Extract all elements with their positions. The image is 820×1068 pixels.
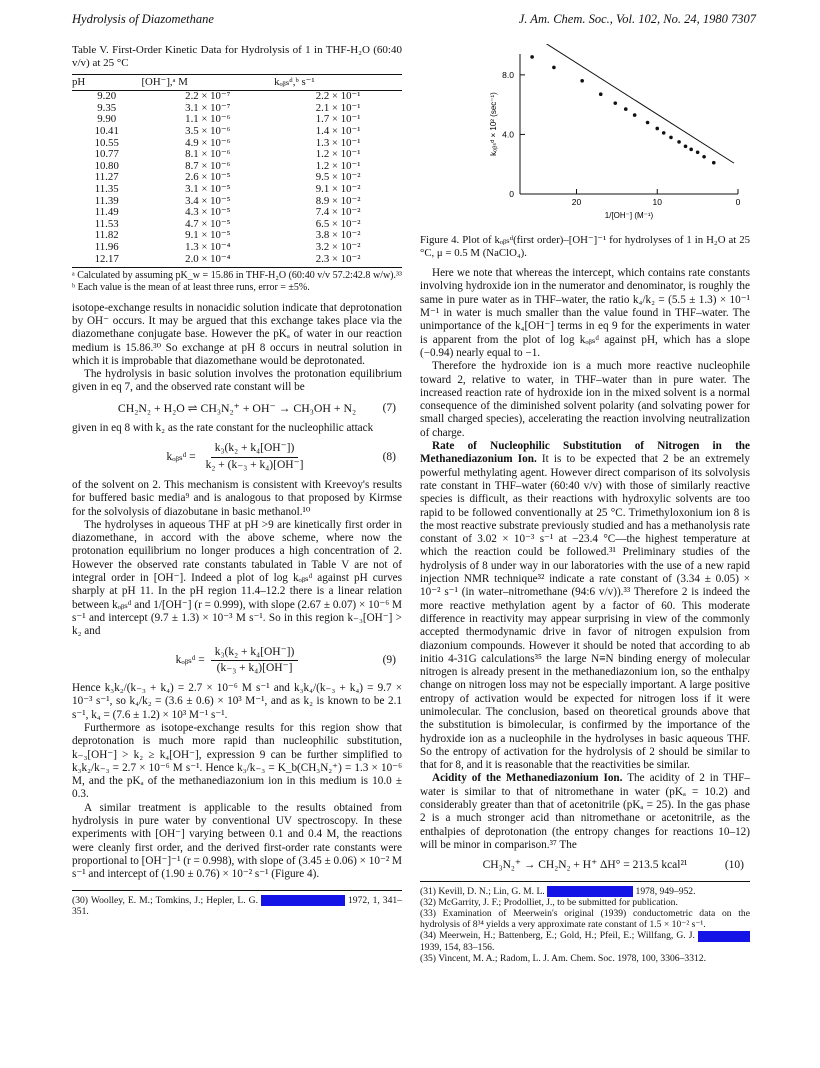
data-point bbox=[580, 79, 584, 83]
y-tick-label: 4.0 bbox=[502, 129, 514, 140]
equation-7 bbox=[72, 402, 402, 415]
data-point bbox=[669, 136, 673, 140]
equation-8 bbox=[72, 442, 402, 472]
table-cell: 1.4 × 10⁻¹ bbox=[315, 124, 361, 137]
footnote-33: (33) Examination of Meerwein's original (1939) conductometric data on the hydrolysis of 8³⁴ yields a very approximate rate constant of 1.5 × 10⁻² s⁻¹. bbox=[420, 908, 750, 931]
table-cell: 8.7 × 10⁻⁶ bbox=[185, 159, 231, 172]
table-row bbox=[72, 184, 402, 196]
numerator: k₃(k₂ + k₄[OH⁻]) bbox=[211, 646, 299, 661]
x-axis-label: 1/[OH⁻] (M⁻¹) bbox=[604, 211, 654, 220]
paragraph: Therefore the hydroxide ion is a much more reactive nucleophile toward 2, relative to water, in THF–water than in pure water. The increased reaction rate of hydroxide ion in the mixed solvent is a normal consequence of the diminished solvent polarity (and solvating power for small charged species), accelerating the reaction involving neutralization of charge. bbox=[420, 360, 750, 439]
table-cell: 11.49 bbox=[94, 206, 119, 219]
table-row bbox=[72, 126, 402, 138]
equation-number: (10) bbox=[724, 859, 744, 872]
data-point bbox=[696, 150, 700, 154]
figure-4-plot bbox=[420, 44, 750, 230]
paragraph: Here we note that whereas the intercept, which contains rate constants involving hydroxide ion in the numerator and denominator, is roughly the same in pure water as in THF–water, the ratio k₄/k₂ = (5.5 ± 1.3) × 10⁻¹ M⁻¹ in water is much smaller than the value found in THF–water. The unimportance of the k₄[OH⁻] terms in eq 9 for the experiments in water is apparent from the plot of log kₒᵦₛᵈ against pH, which has a slope (−0.94) nearly equal to −1. bbox=[420, 267, 750, 359]
table-cell: 1.7 × 10⁻¹ bbox=[315, 113, 361, 126]
table-cell: 2.1 × 10⁻¹ bbox=[315, 101, 361, 114]
table-cell: 11.27 bbox=[94, 171, 119, 184]
table-cell: 9.1 × 10⁻⁵ bbox=[185, 229, 231, 242]
footnote-34 bbox=[420, 930, 750, 953]
table-cell: 4.7 × 10⁻⁵ bbox=[185, 217, 231, 230]
redaction-bar bbox=[698, 931, 750, 942]
table-col-header: [OH⁻],ᵃ M bbox=[141, 74, 274, 91]
table-cell: 6.5 × 10⁻² bbox=[315, 217, 361, 230]
equation-lhs: kₒᵦₛᵈ = bbox=[166, 450, 196, 463]
data-point bbox=[689, 148, 693, 152]
data-point bbox=[624, 107, 628, 111]
kinetic-data-table bbox=[72, 74, 402, 269]
table-cell: 11.82 bbox=[94, 229, 119, 242]
table-caption: Table V. First-Order Kinetic Data for Hydrolysis of 1 in THF-H₂O (60:40 v/v) at 25 °C bbox=[72, 44, 402, 69]
data-point bbox=[613, 101, 617, 105]
data-point bbox=[530, 55, 534, 59]
footnote-text: (31) Kevill, D. N.; Lin, G. M. L. bbox=[420, 885, 545, 897]
table-cell: 12.17 bbox=[72, 254, 141, 268]
data-point bbox=[599, 92, 603, 96]
denominator: k₂ + (k₋₃ + k₄)[OH⁻] bbox=[205, 458, 304, 471]
section-paragraph bbox=[420, 772, 750, 852]
table-row bbox=[72, 207, 402, 219]
y-tick-label: 8.0 bbox=[502, 69, 514, 80]
table-col-header: pH bbox=[72, 74, 141, 91]
table-cell: 3.8 × 10⁻² bbox=[315, 229, 361, 242]
table-row bbox=[72, 91, 402, 103]
footnote-32: (32) McGarrity, J. F.; Prodolliet, J., to be submitted for publication. bbox=[420, 896, 678, 908]
table-cell: 8.9 × 10⁻² bbox=[315, 194, 361, 207]
redaction-bar bbox=[261, 895, 345, 906]
footnote-rule bbox=[72, 890, 402, 891]
table-cell: 11.35 bbox=[94, 182, 119, 195]
y-tick-label: 0 bbox=[509, 189, 514, 199]
table-cell: 3.4 × 10⁻⁵ bbox=[185, 194, 231, 207]
footnote-text: (34) Meerwein, H.; Battenberg, E.; Gold, H.; Pfeil, E.; Willfang, G. J. bbox=[420, 930, 695, 942]
table-cell: 11.53 bbox=[94, 217, 119, 230]
table-col-header: kₒᵦₛᵈ,ᵇ s⁻¹ bbox=[274, 74, 402, 91]
equation-number: (7) bbox=[382, 401, 396, 414]
table-cell: 11.96 bbox=[94, 240, 119, 253]
redaction-bar bbox=[547, 886, 633, 897]
section-heading: Rate of Nucleophilic Substitution of Nitrogen in the Methanediazonium Ion. bbox=[420, 440, 750, 466]
equation-number: (8) bbox=[382, 450, 396, 463]
paragraph: Hence k₃k₂/(k₋₃ + k₄) = 2.7 × 10⁻⁶ M s⁻¹ and k₃k₄/(k₋₃ + k₄) = 9.7 × 10⁻³ s⁻¹, so k₄/k₂ = (3.6 ± 0.6) × 10³ M⁻¹, and as k₂ is known to be 2.1 s⁻¹, k₄ = (7.6 ± 1.2) × 10³ M⁻¹ s⁻¹. bbox=[72, 682, 402, 721]
paragraph: The hydrolyses in aqueous THF at pH >9 are kinetically first order in diazomethane, in accord with the above scheme, where now the protonation equilibrium no longer produces a high concentration of 2. However the observed rate constants tabulated in Table V are not of integral order in [OH⁻]. Indeed a plot of log kₒᵦₛᵈ against pH curves sharply at pH 11. In the pH region 11.4–12.2 there is a linear relation between kₒᵦₛᵈ and 1/[OH⁻] (r = 0.999), with slope (2.67 ± 0.07) × 10⁻⁶ M s⁻¹ and intercept (9.7 ± 1.3) × 10⁻³ M s⁻¹. So in this region k₋₃[OH⁻] > k₂ and bbox=[72, 518, 402, 638]
footnote-rule bbox=[420, 881, 750, 882]
table-cell: 9.20 bbox=[97, 90, 117, 103]
running-head-left: Hydrolysis of Diazomethane bbox=[72, 12, 214, 26]
x-tick-label: 20 bbox=[571, 197, 582, 207]
table-cell: 2.2 × 10⁻⁷ bbox=[185, 90, 231, 103]
footnote-text: 1972, 1, 341–351. bbox=[72, 894, 402, 917]
table-footnote: ᵃ Calculated by assuming pK_w = 15.86 in THF-H₂O (60:40 v/v 57.2:42.8 w/w).³³ ᵇ Each value is the mean of at least three runs, error = ±5%. bbox=[72, 270, 402, 293]
data-point bbox=[552, 66, 556, 70]
table-cell: 9.90 bbox=[97, 113, 117, 126]
data-point bbox=[655, 127, 659, 131]
paragraph: Furthermore as isotope-exchange results for this region show that deprotonation is much more rapid than nucleophilic substitution, k₋₃[OH⁻] > k₂ ≥ k₄[OH⁻], expression 9 can be further simplified to k₃k₂/k₋₃ = 2.7 × 10⁻⁶ M s⁻¹. Hence k₃/k₋₃ = K_b(CH₃N₂⁺) = 1.3 × 10⁻⁶ M, and the pKₐ of the methanediazonium ion in this medium is 10.0 ± 0.3. bbox=[72, 722, 402, 801]
paragraph: of the solvent on 2. This mechanism is consistent with Kreevoy's results for buffered basic media⁹ and is analogous to that proposed by Kirmse for the solvolysis of diazobutane in basic methanol.¹⁰ bbox=[72, 478, 402, 518]
footnote-text: 1939, 154, 83–156. bbox=[420, 941, 495, 953]
paragraph: A similar treatment is applicable to the results obtained from hydrolysis in pure water by conventional UV spectroscopy. In these experiments with [OH⁻] varying between 0.1 and 0.4 M, the reactions were cleanly first order, and the derived first-order rate constants were proportional to [OH⁻]⁻¹ (r = 0.998), with slope of (3.45 ± 0.06) × 10⁻² M s⁻¹ and intercept of (1.90 ± 0.76) × 10⁻² s⁻¹ (Figure 4). bbox=[72, 801, 402, 881]
table-cell: 1.3 × 10⁻¹ bbox=[315, 136, 361, 149]
table-cell: 3.5 × 10⁻⁶ bbox=[185, 124, 231, 137]
table-cell: 3.2 × 10⁻² bbox=[315, 240, 361, 253]
data-point bbox=[677, 140, 681, 144]
table-row bbox=[72, 242, 402, 254]
numerator: k₃(k₂ + k₄[OH⁻]) bbox=[211, 442, 299, 457]
paragraph: given in eq 8 with k₂ as the rate constant for the nucleophilic attack bbox=[72, 422, 374, 435]
running-head-right: J. Am. Chem. Soc., Vol. 102, No. 24, 1980 7307 bbox=[518, 12, 756, 26]
figure-caption: Figure 4. Plot of kₒᵦₛᵈ(first order)–[OH⁻]⁻¹ for hydrolyses of 1 in H₂O at 25 °C, μ = 0.5 M (NaClO₄). bbox=[420, 234, 750, 259]
equation-fraction bbox=[202, 442, 308, 472]
fit-line bbox=[524, 44, 734, 163]
footnote-text: (30) Woolley, E. M.; Tomkins, J.; Hepler, L. G. bbox=[72, 894, 258, 906]
equation-body: CH₃N₂⁺ → CH₂N₂ + H⁺ ΔH° = 213.5 kcal²¹ bbox=[482, 859, 688, 872]
right-column bbox=[420, 36, 750, 964]
data-point bbox=[646, 121, 650, 125]
paragraph: The hydrolysis in basic solution involves the protonation equilibrium given in eq 7, and the observed rate constant will be bbox=[72, 368, 402, 394]
footnote-35: (35) Vincent, M. A.; Radom, L. J. Am. Chem. Soc. 1978, 100, 3306–3312. bbox=[420, 952, 706, 964]
x-tick-label: 0 bbox=[735, 197, 741, 207]
data-point bbox=[702, 155, 706, 159]
section-text: It is to be expected that 2 be an extremely powerful methylating agent. However direct comparison of its solvolysis rate constant in THF–water (60:40 v/v) with those of similarly reactive species is difficult, as their reactions with hydroxylic solvents are too rapid to be followed conventionally at 25 °C. Trimethyloxonium ion 8 is the most reactive substrate previously studied and has a methanolysis rate constant of 3.02 × 10⁻³ s⁻¹ at −23.4 °C—the highest temperature at which the reaction could be followed.³¹ Preliminary studies of the hydrolysis of 8 under way in our laboratories with the use of a new rapid injection NMR technique³² indicate a rate constant of (3.34 ± 0.05) × 10⁻² s⁻¹ (in water–nitromethane (94:6 v/v)).³³ Therefore 2 is indeed the more reactive methylation agent by a factor of 60. This moderate difference in reactivity may appear surprising in view of the commonly accepted thermodynamic drive in favor of nitrogen expulsion from diazonium compounds. However it should be noted that according to ab initio 4-31G calculations³⁵ the large N≡N binding energy of molecular nitrogen is already present in the methanediazonium ion, so the enthalpy change on nitrogen loss may not be especially important. A large positive entropy of activation would be expected for nitrogen loss if it were unimolecular. The conclusion, based on theoretical grounds above that the substitution is bimolecular, is confirmed by the importance of the hydroxide ion as a nucleophile in the hydrolyses in basic aqueous THF. So the entropy of activation for the hydrolysis of 2 should be similar to that for 8, and it is reasonable that the reactivities be similar. bbox=[420, 453, 750, 772]
table-cell: 10.41 bbox=[94, 124, 119, 137]
table-cell: 9.35 bbox=[97, 101, 117, 114]
table-cell: 4.3 × 10⁻⁵ bbox=[185, 206, 231, 219]
equation-number: (9) bbox=[382, 653, 396, 666]
section-heading: Acidity of the Methanediazonium Ion. bbox=[432, 772, 623, 785]
equation-lhs: kₒᵦₛᵈ = bbox=[175, 653, 205, 666]
paragraph: isotope-exchange results in nonacidic solution indicate that deprotonation by OH⁻ occurs. It may be argued that this exchange takes place via the diazomethane conjugate base. However the pKₐ of water in our reaction medium is 15.86.³⁰ So exchange at pH 8 occurs in neutral solution in which it is improbable that diazomethane would be deprotonated. bbox=[72, 301, 402, 367]
data-point bbox=[633, 113, 637, 117]
left-column bbox=[72, 36, 402, 917]
table-row bbox=[72, 149, 402, 161]
footnote-31 bbox=[420, 886, 750, 897]
data-point bbox=[712, 161, 716, 165]
data-point bbox=[684, 145, 688, 149]
table-cell: 2.3 × 10⁻² bbox=[274, 254, 402, 268]
table-cell: 1.3 × 10⁻⁴ bbox=[185, 240, 231, 253]
table-cell: 9.5 × 10⁻² bbox=[315, 171, 361, 184]
table-cell: 7.4 × 10⁻² bbox=[315, 206, 361, 219]
table-cell: 4.9 × 10⁻⁶ bbox=[185, 136, 231, 149]
equation-body: CH₂N₂ + H₂O ⇌ CH₃N₂⁺ + OH⁻ → CH₃OH + N₂ bbox=[117, 400, 357, 415]
y-axis-label: kₒᵦₛᵈ × 10² (sec⁻¹) bbox=[489, 92, 498, 156]
table-cell: 9.1 × 10⁻² bbox=[315, 182, 361, 195]
footnote-text: 1978, 949–952. bbox=[635, 885, 696, 897]
table-cell: 3.1 × 10⁻⁷ bbox=[185, 101, 231, 114]
table-cell: 10.80 bbox=[94, 159, 119, 172]
table-cell: 1.1 × 10⁻⁶ bbox=[185, 113, 231, 126]
table-cell: 2.6 × 10⁻⁵ bbox=[185, 171, 231, 184]
section-text: The acidity of 2 in THF–water is similar to that of nitromethane in water (pKₐ = 10.2) and considerably greater than that of acetonitrile (pKₐ = 25). In the gas phase 2 is a much stronger acid than nitromethane or acetonitrile, as the enthalpies of deprotonation (the entropy changes for reactions 10–12) will be minor in comparison.³⁷ The bbox=[420, 772, 750, 851]
denominator: (k₋₃ + k₄)[OH⁻] bbox=[216, 661, 293, 674]
section-paragraph bbox=[420, 440, 750, 772]
equation-10 bbox=[420, 859, 750, 872]
footnote-30 bbox=[72, 895, 402, 918]
table-cell: 10.77 bbox=[94, 148, 119, 161]
table-cell: 2.2 × 10⁻¹ bbox=[315, 90, 361, 103]
table-cell: 10.55 bbox=[94, 136, 119, 149]
table-row bbox=[72, 254, 402, 268]
data-point bbox=[662, 131, 666, 135]
x-tick-label: 10 bbox=[652, 197, 662, 207]
equation-fraction bbox=[211, 646, 299, 676]
figure-4 bbox=[420, 44, 750, 230]
table-cell: 2.0 × 10⁻⁴ bbox=[141, 254, 274, 268]
table-cell: 1.2 × 10⁻¹ bbox=[315, 148, 361, 161]
table-cell: 1.2 × 10⁻¹ bbox=[315, 159, 361, 172]
equation-9 bbox=[72, 646, 402, 676]
table-cell: 8.1 × 10⁻⁶ bbox=[185, 148, 231, 161]
table-cell: 3.1 × 10⁻⁵ bbox=[185, 182, 231, 195]
table-cell: 11.39 bbox=[94, 194, 119, 207]
